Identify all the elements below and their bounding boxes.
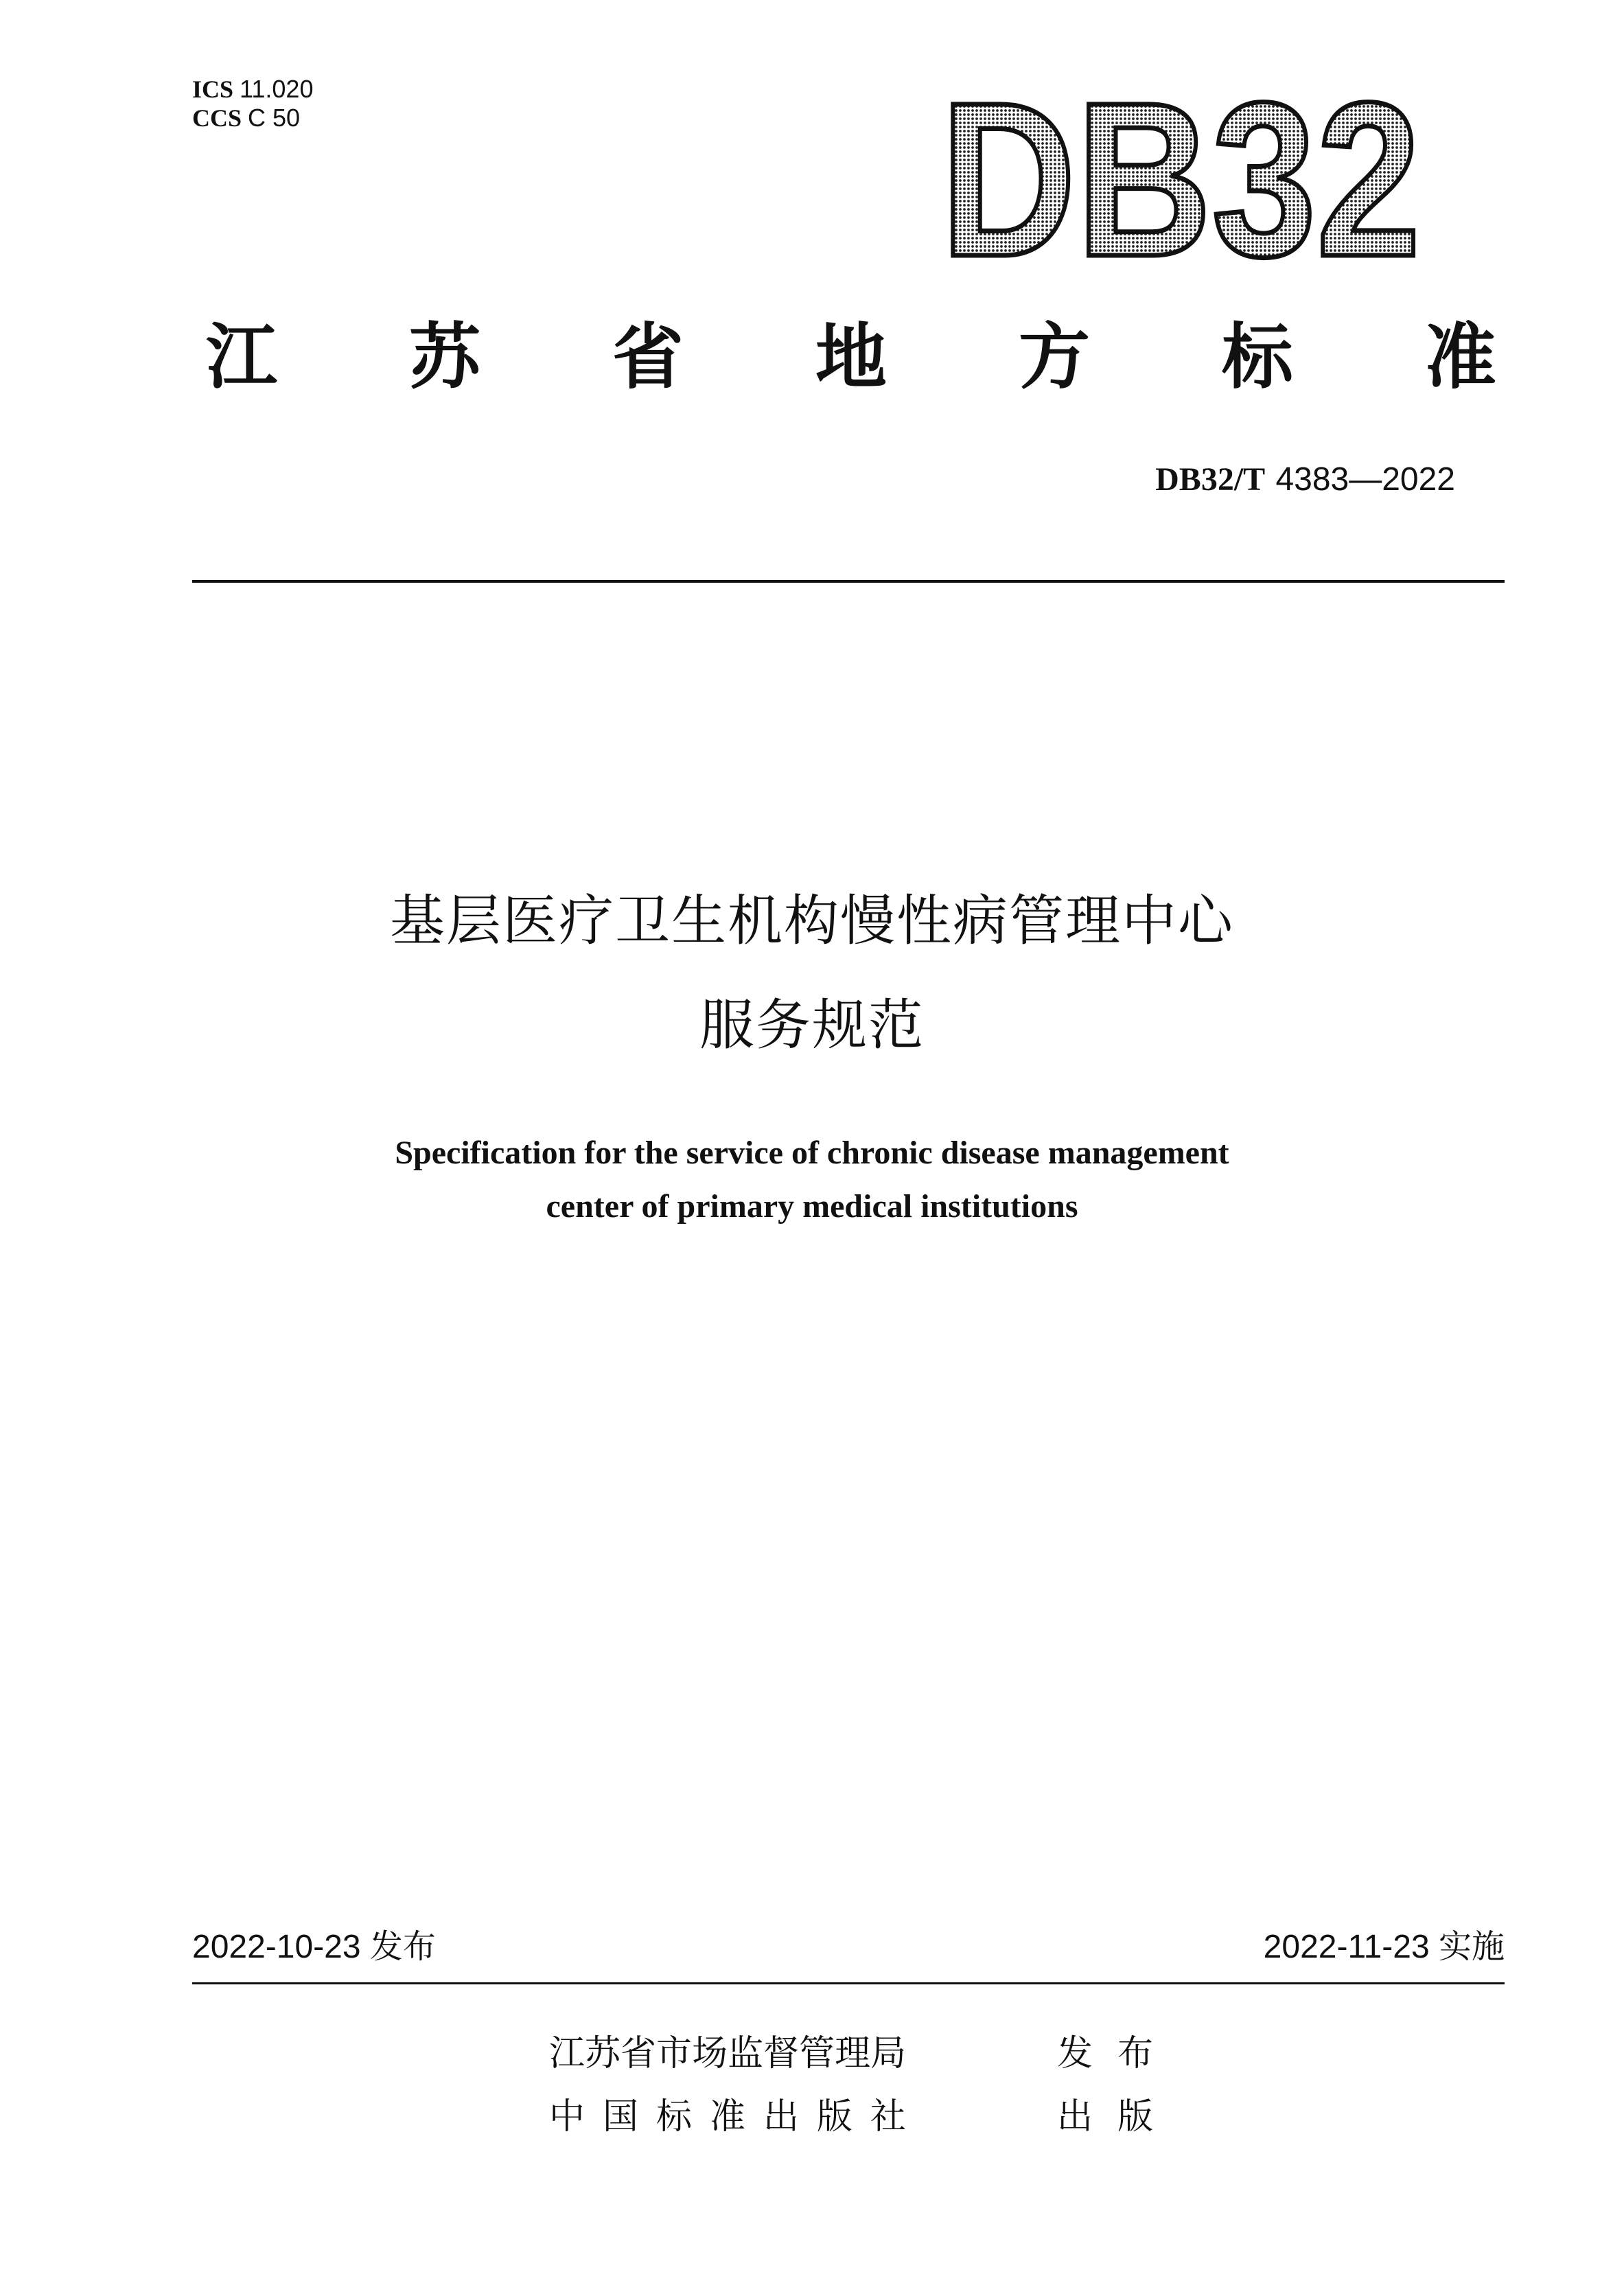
implement-date bbox=[1264, 1926, 1505, 1968]
top-divider bbox=[192, 580, 1505, 583]
press-char: 准 bbox=[709, 2096, 745, 2137]
title-cn-line1: 基层医疗卫生机构慢性病管理中心 bbox=[390, 889, 1234, 953]
press-name bbox=[549, 2095, 906, 2139]
press-action-char: 版 bbox=[1117, 2096, 1153, 2137]
ccs-code bbox=[192, 104, 300, 132]
press-char: 出 bbox=[763, 2096, 799, 2137]
implement-date-value: 2022-11-23 bbox=[1263, 1929, 1430, 1965]
press-char: 国 bbox=[602, 2096, 638, 2137]
publisher-action-char: 布 bbox=[1117, 2033, 1153, 2074]
ics-code bbox=[192, 76, 313, 103]
press-char: 标 bbox=[656, 2096, 692, 2137]
publisher-action bbox=[1057, 2032, 1153, 2076]
standard-type-char: 准 bbox=[1424, 314, 1496, 399]
standard-type-char: 地 bbox=[815, 314, 887, 399]
publisher-char: 督 bbox=[763, 2033, 800, 2074]
publisher-char: 江 bbox=[549, 2033, 585, 2074]
publisher-char: 省 bbox=[620, 2033, 657, 2074]
ccs-label: CCS bbox=[192, 104, 242, 132]
standard-number bbox=[1155, 459, 1455, 500]
press-action-char: 出 bbox=[1057, 2096, 1093, 2137]
logo-text: DB32 bbox=[940, 56, 1421, 302]
ccs-value: C 50 bbox=[248, 104, 301, 132]
publisher-char: 局 bbox=[870, 2033, 907, 2074]
ics-value: 11.020 bbox=[240, 75, 314, 103]
standard-number-value: 4383—2022 bbox=[1275, 461, 1455, 498]
publisher-char: 监 bbox=[728, 2033, 764, 2074]
bottom-divider bbox=[192, 1982, 1505, 1984]
title-en-line1: Specification for the service of chronic disease management bbox=[395, 1135, 1229, 1171]
publisher-char: 市 bbox=[656, 2033, 693, 2074]
publisher-action-char: 发 bbox=[1057, 2033, 1093, 2074]
press-char: 社 bbox=[870, 2096, 906, 2137]
press-action bbox=[1057, 2095, 1153, 2139]
db32-logo bbox=[933, 56, 1428, 302]
title-en-line2: center of primary medical institutions bbox=[546, 1188, 1078, 1225]
standard-type-char: 省 bbox=[612, 314, 684, 399]
ics-label: ICS bbox=[192, 76, 234, 103]
title-cn-line2: 服务规范 bbox=[699, 993, 925, 1057]
publisher-char: 场 bbox=[692, 2033, 728, 2074]
publisher-char: 管 bbox=[799, 2033, 835, 2074]
press-char: 中 bbox=[549, 2096, 585, 2137]
publish-date bbox=[192, 1926, 436, 1968]
standard-type-char: 方 bbox=[1018, 314, 1090, 399]
publisher-name bbox=[549, 2032, 906, 2076]
standard-number-prefix: DB32/T bbox=[1155, 461, 1266, 498]
press-char: 版 bbox=[816, 2096, 852, 2137]
standard-type-char: 江 bbox=[206, 314, 278, 399]
standard-type-char: 苏 bbox=[408, 314, 480, 399]
standard-type-heading bbox=[206, 309, 1496, 405]
publish-label: 发布 bbox=[369, 1927, 436, 1966]
implement-label: 实施 bbox=[1438, 1927, 1505, 1966]
publish-date-value: 2022-10-23 bbox=[192, 1929, 361, 1965]
publisher-char: 理 bbox=[835, 2033, 871, 2074]
publisher-char: 苏 bbox=[585, 2033, 621, 2074]
standard-type-char: 标 bbox=[1221, 314, 1293, 399]
